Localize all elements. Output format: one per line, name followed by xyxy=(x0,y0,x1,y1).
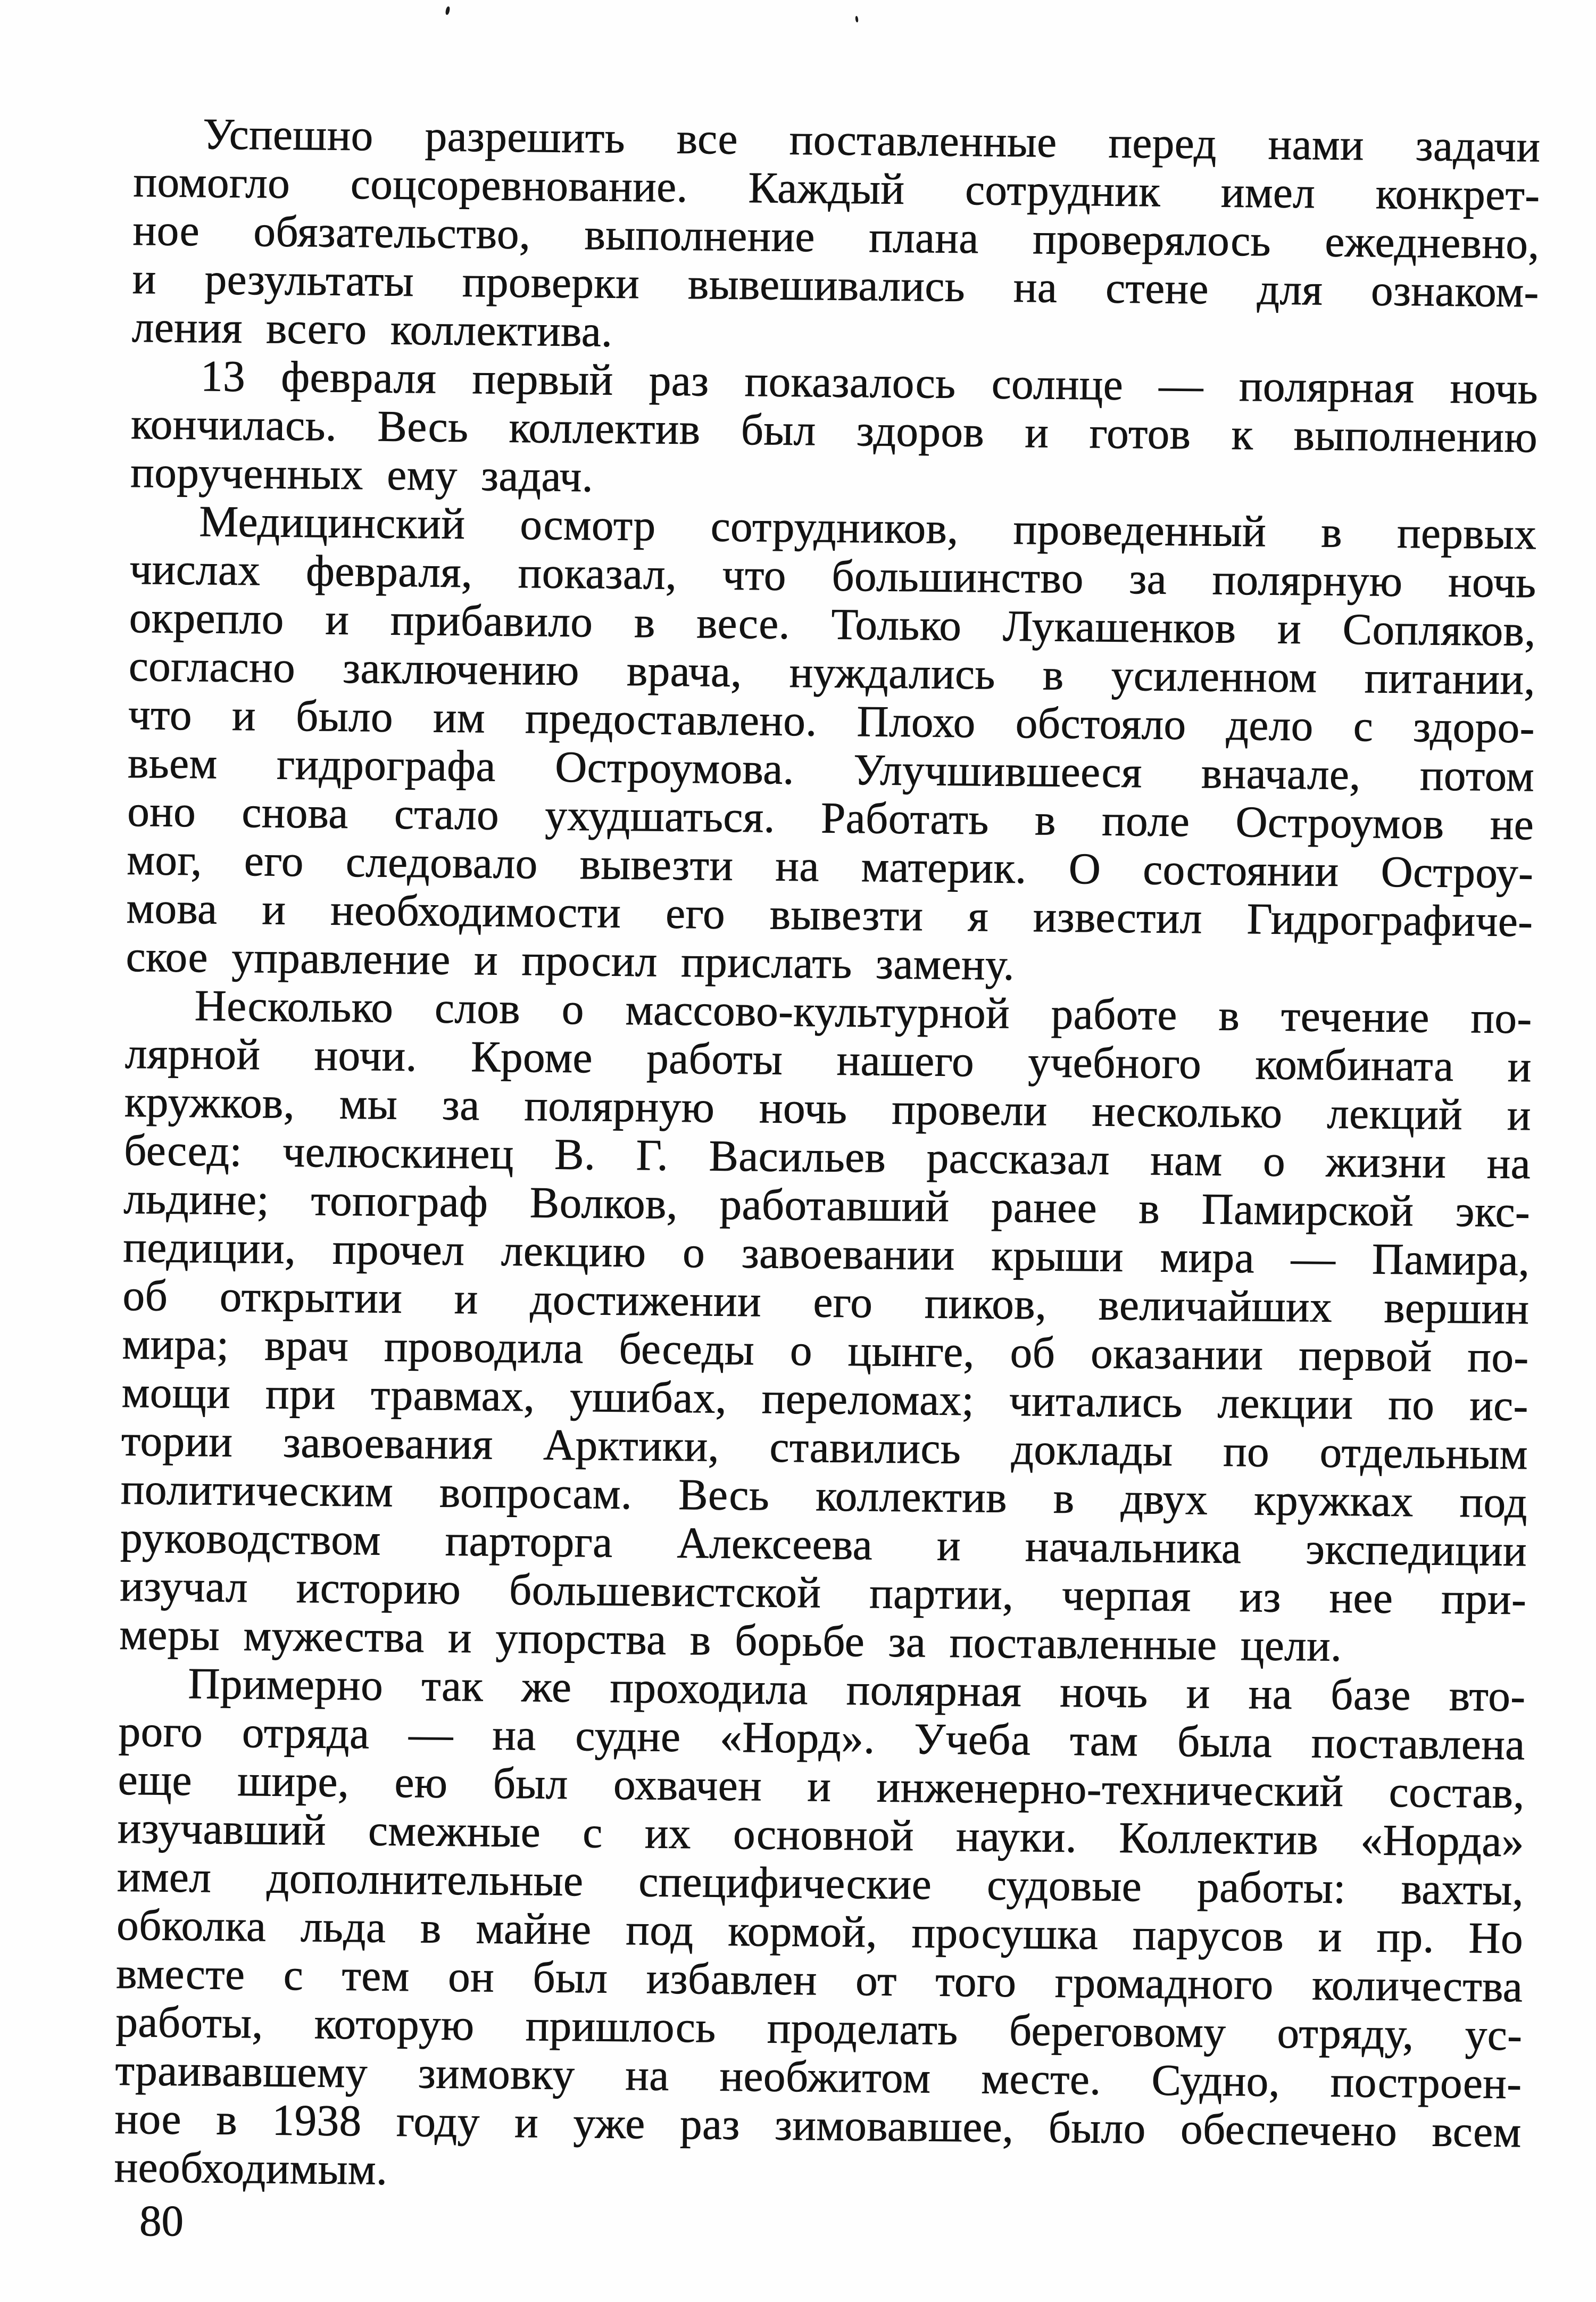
text-block xyxy=(114,109,1540,2205)
scan-speck-icon xyxy=(445,6,450,15)
text-line: Примерно так же проходила полярная ночь и на базе вто- xyxy=(188,1659,1526,1721)
text-line: ное обязательство, выполнение плана проверялось ежедневно, xyxy=(132,205,1540,268)
paragraph xyxy=(130,351,1538,510)
text-line: ское управление и просил прислать замену. xyxy=(126,931,1015,989)
text-line: Несколько слов о массово-культурной работе в течение по- xyxy=(194,981,1533,1043)
text-line: 13 февраля первый раз показалось солнце — полярная ночь xyxy=(200,351,1539,413)
text-line: согласно заключению врача, нуждались в усиленном питании, xyxy=(128,641,1536,704)
text-line: Медицинский осмотр сотрудников, проведенный в первых xyxy=(199,496,1537,559)
text-line: педиции, прочел лекцию о завоевании крыши мира — Памира, xyxy=(123,1222,1530,1285)
scan-speck-icon xyxy=(855,16,859,23)
text-line: ления всего коллектива. xyxy=(131,302,613,356)
text-line: мира; врач проводила беседы о цынге, об оказании первой по- xyxy=(122,1319,1530,1382)
text-line: что и было им предоставлено. Плохо обстояло дело с здоро- xyxy=(128,689,1535,752)
text-line: руководством парторга Алексеева и начальника экспедиции xyxy=(120,1512,1527,1576)
text-line: и результаты проверки вывешивались на стене для ознаком- xyxy=(132,253,1540,317)
text-line: рого отряда — на судне «Норд». Учеба там была поставлена xyxy=(118,1706,1526,1769)
text-line: необходимым. xyxy=(114,2142,388,2194)
text-line: помогло соцсоревнование. Каждый сотрудник имел конкрет- xyxy=(133,156,1541,220)
text-line: мова и необходимости его вывезти я известил Гидрографиче- xyxy=(126,883,1533,946)
text-line: имел дополнительные специфические судовые работы: вахты, xyxy=(117,1851,1524,1915)
text-line: изучавший смежные с их основной науки. Коллектив «Норда» xyxy=(117,1803,1525,1866)
text-line: кружков, мы за полярную ночь провели несколько лекций и xyxy=(124,1077,1532,1140)
page-number: 80 xyxy=(139,2196,184,2245)
paragraph xyxy=(126,496,1537,994)
text-line: ное в 1938 году и уже раз зимовавшее, было обеспечено всем xyxy=(114,2093,1522,2157)
text-line: траивавшему зимовку на необжитом месте. Судно, построен- xyxy=(115,2045,1522,2108)
text-line: еще шире, ею был охвачен и инженерно-технический состав, xyxy=(118,1754,1525,1818)
text-line: порученных ему задач. xyxy=(130,447,594,501)
paragraph xyxy=(114,1659,1525,2205)
text-line: меры мужества и упорства в борьбе за поставленные цели. xyxy=(119,1609,1342,1670)
text-line: бесед: челюскинец В. Г. Васильев рассказал нам о жизни на xyxy=(123,1125,1531,1188)
text-line: об открытии и достижении его пиков, величайших вершин xyxy=(122,1270,1530,1334)
text-line: мог, его следовало вывезти на материк. О состоянии Остроу- xyxy=(127,834,1534,898)
text-line: обколка льда в майне под кормой, просушка парусов и пр. Но xyxy=(116,1900,1524,1963)
text-line: изучал историю большевистской партии, черпая из нее при- xyxy=(119,1561,1527,1624)
text-line: оно снова стало ухудшаться. Работать в поле Остроумов не xyxy=(127,786,1534,849)
text-line: окрепло и прибавило в весе. Только Лукашенков и Сопляков, xyxy=(129,592,1536,656)
text-line: лярной ночи. Кроме работы нашего учебного комбината и xyxy=(124,1028,1532,1091)
text-line: кончилась. Весь коллектив был здоров и готов к выполнению xyxy=(130,399,1538,462)
text-line: тории завоевания Арктики, ставились доклады по отдельным xyxy=(121,1415,1528,1479)
text-line: Успешно разрешить все поставленные перед нами задачи xyxy=(203,109,1541,171)
text-line: политическим вопросам. Весь коллектив в двух кружках под xyxy=(120,1464,1528,1527)
text-line: вместе с тем он был избавлен от того громадного количества xyxy=(115,1948,1523,2011)
text-line: льдине; топограф Волков, работавший ранее в Памирской экс- xyxy=(123,1173,1531,1237)
text-line: вьем гидрографа Остроумова. Улучшившееся вначале, потом xyxy=(127,738,1535,801)
paragraph xyxy=(119,981,1532,1672)
text-line: мощи при травмах, ушибах, переломах; читались лекции по ис- xyxy=(121,1367,1529,1430)
text-line: числах февраля, показал, что большинство за полярную ночь xyxy=(129,544,1537,607)
text-line: работы, которую пришлось проделать береговому отряду, ус- xyxy=(115,1997,1523,2060)
paragraph xyxy=(132,109,1541,365)
